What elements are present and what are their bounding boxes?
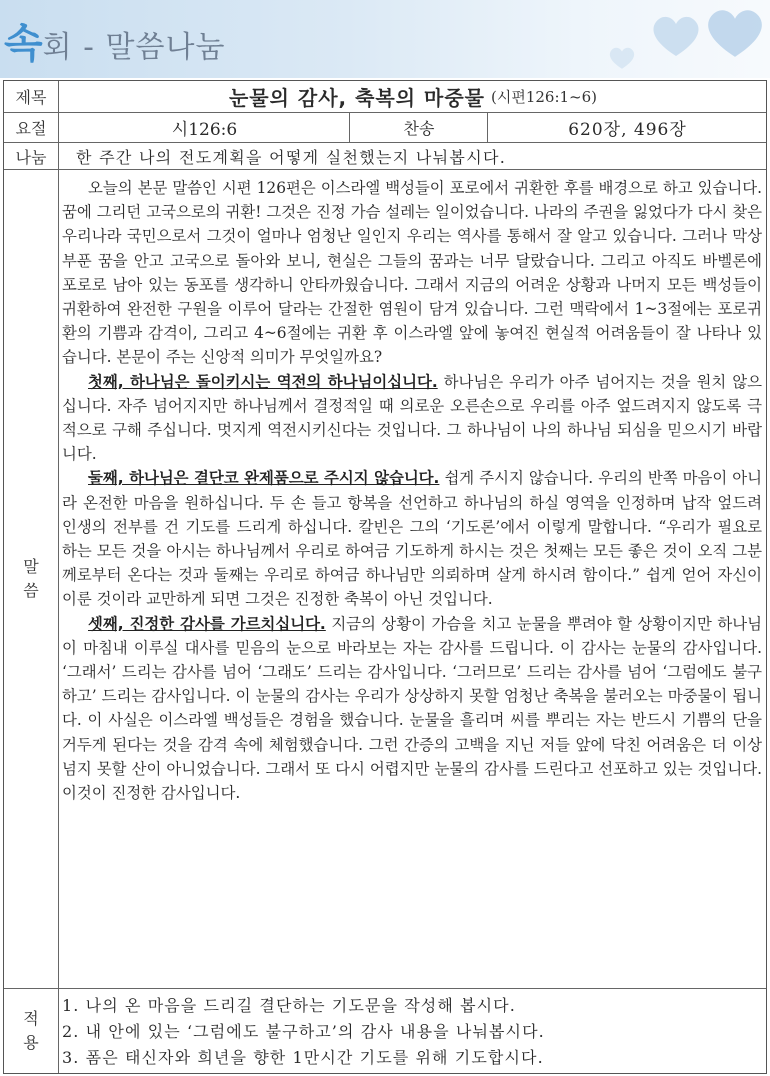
application-item: 2. 내 안에 있는 ‘그럼에도 불구하고’의 감사 내용을 나눠봅시다. — [62, 1022, 545, 1041]
word-label-char: 말 — [23, 557, 39, 576]
hymn-label: 찬송 — [351, 113, 488, 142]
apply-label-char: 적 — [23, 1009, 39, 1028]
application-item: 3. 폼은 태신자와 희년을 향한 1만시간 기도를 위해 기도합시다. — [62, 1048, 544, 1067]
banner-title-first: 속 — [4, 21, 43, 67]
heart-icon — [608, 46, 636, 70]
point-text: 지금의 상황이 가슴을 치고 눈물을 뿌려야 할 상황이지만 하나님이 마침내 이루실 대사를 믿음의 눈으로 바라보는 자는 감사를 드립니다. 이 감사는 눈물의 감사입니다. ‘그래서’ 드리는 감사를 넘어 ‘그래도’ 드리는 감사입니다. ‘그러므로’ 드리는 감사를 넘어 ‘그럼에도 불구하고’ 드리는 감사입니다. 이 눈물의 감사는 우리가 상상하지 못할 엄청난 축복을 불러오는 마중물이 됩니다. 이 사실은 이스라엘 백성들은 경험을 했습니다. 눈물을 흘리며 씨를 뿌리는 자는 반드시 기쁨의 단을 거두게 된다는 것을 감격 속에 체험했습니다. 그런 간증의 고백을 지닌 저들 앞에 닥친 어려움은 더 이상 넘지 못할 산이 아니었습니다. 그래서 또 다시 어렵지만 눈물의 감사를 드린다고 선포하고 있는 것입니다. 이것이 진정한 감사입니다. — [62, 614, 762, 803]
application-row — [4, 989, 766, 1073]
verse-label: 요절 — [4, 113, 59, 142]
heart-icon — [704, 6, 766, 60]
share-label: 나눔 — [4, 143, 59, 169]
heart-icon — [650, 14, 702, 58]
memory-verse: 시126:6 — [60, 113, 350, 142]
word-label-char: 씀 — [23, 581, 39, 600]
banner-title-rest: 회 - 말씀나눔 — [42, 30, 226, 65]
title-label: 제목 — [4, 81, 59, 112]
point-heading: 셋째, 진정한 감사를 가르치십니다. — [88, 614, 326, 633]
header-banner — [0, 0, 770, 78]
hymn-numbers: 620장, 496장 — [568, 120, 687, 140]
point-text: 하나님은 우리가 아주 넘어지는 것을 원치 않으십니다. 자주 넘어지지만 하나님께서 결정적일 때 의로운 오른손으로 우리를 아주 엎드려지지 않도록 극적으로 구해 주십니다. 멋지게 역전시키신다는 것입니다. 그 하나님이 나의 하나님 되심을 믿으시기 바랍니다. — [62, 372, 762, 464]
scripture-reference: (시편126:1~6) — [490, 88, 598, 106]
application-list — [62, 993, 762, 1071]
point-text: 쉽게 주시지 않습니다. 우리의 반쪽 마음이 아니라 온전한 마음을 원하십니다. 두 손 들고 항복을 선언하고 하나님의 하실 영역을 인정하며 납작 엎드려 인생의 전부를 건 기도를 드리게 하십니다. 칼빈은 그의 ‘기도론’에서 이렇게 말합니다. “우리가 필요로 하는 모든 것을 아시는 하나님께서 우리로 하여금 기도하게 하시는 것은 첫째는 모든 좋은 것이 오직 그분께로부터 온다는 것과 둘째는 우리로 하여금 하나님만 의뢰하며 살게 하시려 함이다.” 쉽게 얻어 자신이 이룬 것이라 교만하게 되면 그것은 진정한 축복이 아닌 것입니다. — [62, 469, 762, 609]
intro-paragraph: 오늘의 본문 말씀인 시편 126편은 이스라엘 백성들이 포로에서 귀환한 후를 배경으로 하고 있습니다. 꿈에 그리던 고국으로의 귀환! 그것은 진정 가슴 설레는 일이었습니다. 나라의 주권을 잃었다가 다시 찾은 우리나라 국민으로서 그것이 얼마나 엄청난 일인지 우리는 역사를 통해서 잘 알고 있습니다. 그러나 막상 부푼 꿈을 안고 고국으로 돌아와 보니, 현실은 그들의 꿈과는 너무 달랐습니다. 그리고 아직도 바벨론에 포로로 남아 있는 동포를 생각하니 안타까웠습니다. 그래서 지금의 어려운 상황과 나머지 모든 백성들이 귀환하여 완전한 구원을 이루어 달라는 간절한 염원이 담겨 있습니다. 그런 맥락에서 1~3절에는 포로귀환의 기쁨과 감격이, 그리고 4~6절에는 귀환 후 이스라엘 앞에 놓여진 현실적 어려움들이 잘 나타나 있습니다. 본문이 주는 신앙적 의미가 무엇일까요? — [62, 179, 762, 367]
sermon-title: 눈물의 감사, 축복의 마중물 — [228, 86, 485, 110]
sermon-title-cell — [60, 81, 766, 112]
point-paragraph — [62, 370, 762, 467]
point-paragraph — [62, 612, 762, 806]
verse-row — [4, 113, 766, 143]
point-heading: 둘째, 하나님은 결단코 완제품으로 주시지 않습니다. — [88, 469, 440, 488]
word-row — [4, 170, 766, 989]
point-paragraph — [62, 466, 762, 611]
worksheet-table — [3, 80, 767, 1074]
share-row — [4, 143, 766, 170]
share-question: 한 주간 나의 전도계획을 어떻게 실천했는지 나눠봅시다. — [76, 147, 507, 167]
sermon-body — [62, 176, 762, 805]
apply-label — [4, 989, 59, 1073]
word-label — [4, 170, 59, 988]
point-heading: 첫째, 하나님은 돌이키시는 역전의 하나님이십니다. — [88, 372, 438, 391]
apply-label-char: 용 — [23, 1033, 39, 1052]
title-row — [4, 81, 766, 113]
banner-title — [4, 12, 226, 67]
application-item: 1. 나의 온 마음을 드리길 결단하는 기도문을 작성해 봅시다. — [62, 996, 516, 1015]
